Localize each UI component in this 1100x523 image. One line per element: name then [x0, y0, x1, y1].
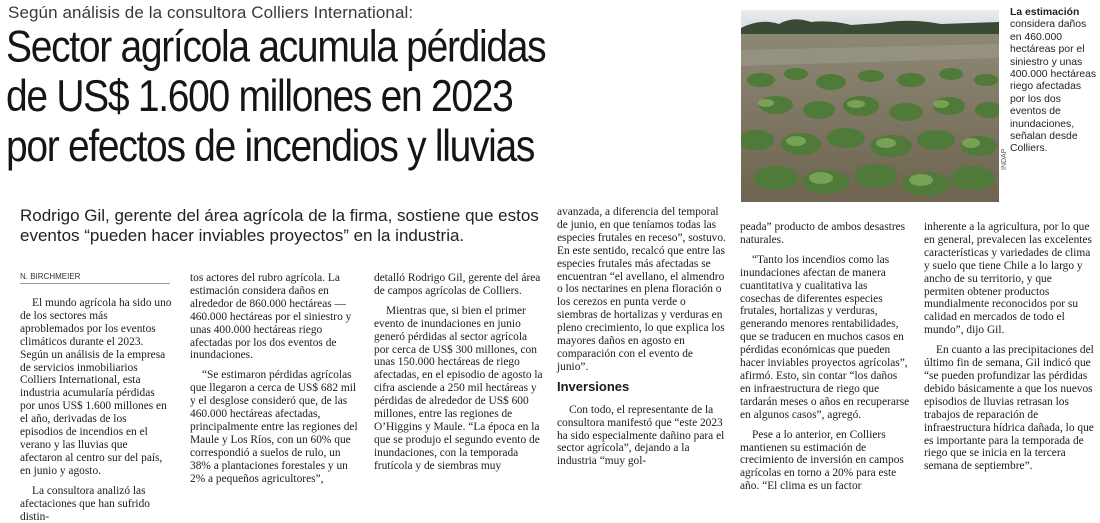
article-column-5	[740, 221, 910, 493]
article-paragraph: Pese a lo anterior, en Colliers mantienen su estimación de crecimiento de inversión en campos agrícolas en torno a 20% para este año. “El clima es un factor	[740, 428, 904, 493]
article-paragraph: tos actores del rubro agrícola. La estimación considera daños en alrededor de 860.000 hectáreas —460.000 hectáreas por el siniestro y unas 400.000 hectáreas riego afectadas por los dos eventos de inundaciones.	[190, 272, 352, 362]
article-paragraph: La consultora analizó las afectaciones que han sufrido distin-	[20, 484, 150, 523]
photo-credit: INDAP	[1001, 148, 1008, 170]
article-paragraph: inherente a la agricultura, por lo que en general, prevalecen las excelentes características y variedades de clima y suelo que tiene Chile a lo largo y ancho de su territorio, y que permiten obtener productos mundialmente reconocidos por su calidad en mercados de todo el mundo”, dijo Gil.	[924, 221, 1092, 337]
article-column-6	[924, 221, 1094, 473]
article-column-3	[374, 272, 544, 473]
article-paragraph: El mundo agrícola ha sido uno de los sectores más aproblemados por los eventos climáticos durante el 2023. Según un análisis de la empresa de servicios inmobiliarios Colliers International, esta industria acumularía pérdidas por unos US$ 1.600 millones en el año, derivadas de los episodios de incendios en el verano y las lluvias que afectaron al centro sur del país, en junio y agosto.	[20, 297, 172, 477]
article-paragraph: En cuanto a las precipitaciones del último fin de semana, Gil indicó que “se pueden profundizar las pérdidas debido básicamente a que los nuevos episodios de lluvias retrasan los trabajos de reparación de infraestructura hídrica dañada, lo que es importante para la temporada de riego que se inicia en la tercera semana de septiembre”.	[924, 344, 1094, 473]
article-paragraph: “Se estimaron pérdidas agrícolas que llegaron a cerca de US$ 682 mil y el desglose consideró que, de las 460.000 hectáreas afectadas, principalmente entre las regiones del Maule y Los Ríos, con un 60% que correspondió a suelos de rulo, un 38% a plantaciones forestales y un 2% a pequeños agricultores”,	[190, 369, 358, 485]
article-paragraph: detalló Rodrigo Gil, gerente del área de campos agrícolas de Colliers.	[374, 272, 541, 297]
photo-caption	[1010, 7, 1098, 156]
kicker: Según análisis de la consultora Colliers International:	[8, 3, 414, 22]
article-paragraph: avanzada, a diferencia del temporal de junio, en que teníamos todas las especies frutales en receso”, sostuvo. En este sentido, recalcó que entre las especies frutales más afectadas se encuentran “el avellano, el almendro o los nectarines en plena floración o los cerezos en punta verde o siembras de hortalizas y verduras en pleno crecimiento, lo que explica los mayores daños en agosto en comparación con el evento de junio”.	[557, 206, 726, 373]
byline: N. BIRCHMEIER	[20, 272, 170, 284]
article-paragraph: Con todo, el representante de la consultora manifestó que “este 2023 ha sido especialmente dañino para el sector agrícola”, dejando a la industria “muy gol-	[557, 403, 725, 468]
article-column-2	[190, 272, 360, 486]
article-paragraph: peada” producto de ambos desastres naturales.	[740, 221, 906, 246]
section-heading: Inversiones	[557, 378, 630, 394]
headline-line: Sector agrícola acumula pérdidas	[6, 23, 546, 72]
headline	[6, 23, 731, 172]
caption-lead: La estimación	[1010, 7, 1080, 18]
flooded-field-photo	[741, 10, 999, 202]
article-paragraph: Mientras que, si bien el primer evento de inundaciones en junio generó pérdidas al sector agrícola por cerca de US$ 300 millones, con unas 150.000 hectáreas de riego afectadas, en el episodio de agosto la cifra asciende a 250 mil hectáreas y pérdidas de alrededor de US$ 600 millones, entre las regiones de O’Higgins y Maule. “La época en la que se produjo el segundo evento de inundaciones, con la temporada frutícola y de siembras muy	[374, 304, 543, 472]
headline-line: por efectos de incendios y lluvias	[6, 122, 535, 172]
article-column-1	[20, 297, 172, 523]
article-paragraph: “Tanto los incendios como las inundaciones afectan de manera cuantitativa y cualitativa las cosechas de diferentes especies frutales, hortalizas y verduras, generando menores rentabilidades, que se traducen en muchos casos en pérdidas económicas que pueden hacer inviables proyectos agrícolas”, afirmó. Esto, sin contar “los daños en infraestructura de riego que tardarán meses o años en recuperarse en algunos casos”, agregó.	[740, 253, 910, 421]
article-column-4	[557, 206, 727, 468]
lead-paragraph: Rodrigo Gil, gerente del área agrícola de la firma, sostiene que estos eventos “pueden hacer inviables proyectos” en la industria.	[20, 206, 539, 245]
headline-line: de US$ 1.600 millones en 2023	[6, 72, 513, 122]
caption-text: considera daños en 460.000 hectáreas por el siniestro y unas 400.000 hectáreas riego afectadas por los dos eventos de inundaciones, señalan desde Colliers.	[1010, 19, 1097, 155]
